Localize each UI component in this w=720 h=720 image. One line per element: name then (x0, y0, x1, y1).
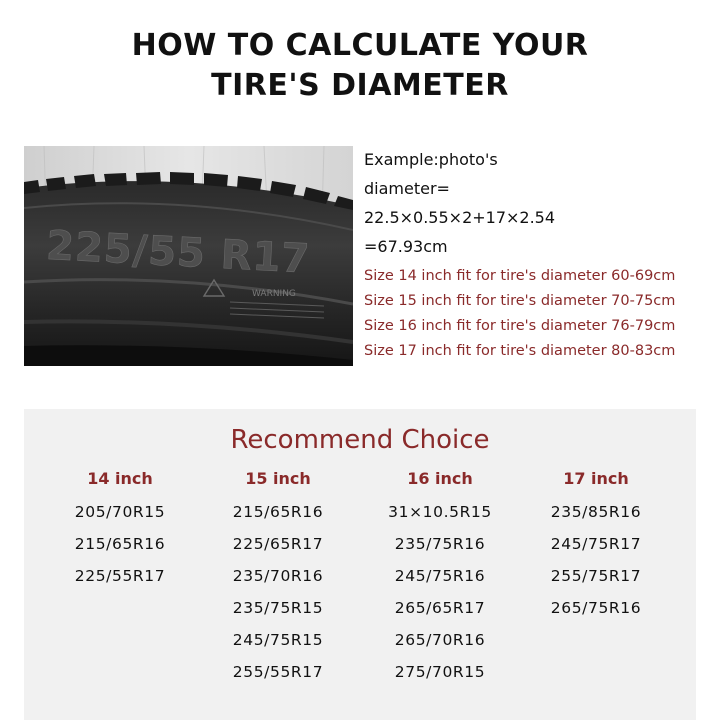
fit-guide-line: Size 15 inch fit for tire's diameter 70-75cm (364, 293, 676, 309)
tire-size-item: 235/75R16 (394, 535, 486, 553)
example-calculation (364, 145, 714, 261)
fit-guide-line: Size 16 inch fit for tire's diameter 76-79cm (364, 318, 676, 334)
tire-size-item: 245/75R17 (550, 535, 642, 553)
title-line-2: TIRE'S DIAMETER (211, 68, 509, 103)
tire-illustration (24, 146, 353, 366)
page-title (0, 26, 720, 106)
tire-size-item: 265/75R16 (550, 599, 642, 617)
tire-size-item: 255/75R17 (550, 567, 642, 585)
example-line: Example:photo's (364, 150, 498, 169)
tire-size-item: 255/55R17 (232, 663, 324, 681)
example-line: =67.93cm (364, 237, 448, 256)
tire-size-item: 265/70R16 (394, 631, 486, 649)
tire-size-item: 225/55R17 (74, 567, 166, 585)
column-14-inch (40, 465, 200, 592)
column-17-inch (516, 465, 676, 624)
example-line: 22.5×0.55×2+17×2.54 (364, 208, 556, 227)
tire-size-item: 31×10.5R15 (388, 503, 492, 521)
example-line: diameter= (364, 179, 450, 198)
column-heading: 14 inch (87, 469, 153, 488)
tire-size-item: 245/75R16 (394, 567, 486, 585)
warning-label: WARNING (252, 289, 296, 299)
column-heading: 15 inch (245, 469, 311, 488)
tire-size-item: 225/65R17 (232, 535, 324, 553)
tire-photo (24, 146, 353, 366)
column-16-inch (360, 465, 520, 688)
column-heading: 17 inch (563, 469, 629, 488)
fit-guide-line: Size 17 inch fit for tire's diameter 80-83cm (364, 343, 676, 359)
tire-size-item: 215/65R16 (232, 503, 324, 521)
recommend-panel (24, 409, 696, 720)
tire-size-marking: 225/55 R17 (45, 222, 312, 283)
tire-size-item: 245/75R15 (232, 631, 324, 649)
tire-size-item: 205/70R15 (74, 503, 166, 521)
tire-size-item: 235/85R16 (550, 503, 642, 521)
fit-guide-line: Size 14 inch fit for tire's diameter 60-69cm (364, 268, 676, 284)
tire-size-item: 215/65R16 (74, 535, 166, 553)
tire-size-item: 275/70R15 (394, 663, 486, 681)
recommend-title: Recommend Choice (230, 425, 490, 455)
size-fit-guide (364, 264, 716, 364)
tire-size-item: 235/70R16 (232, 567, 324, 585)
tire-size-item: 235/75R15 (232, 599, 324, 617)
title-line-1: HOW TO CALCULATE YOUR (131, 28, 589, 63)
column-heading: 16 inch (407, 469, 473, 488)
column-15-inch (198, 465, 358, 688)
tire-size-item: 265/65R17 (394, 599, 486, 617)
